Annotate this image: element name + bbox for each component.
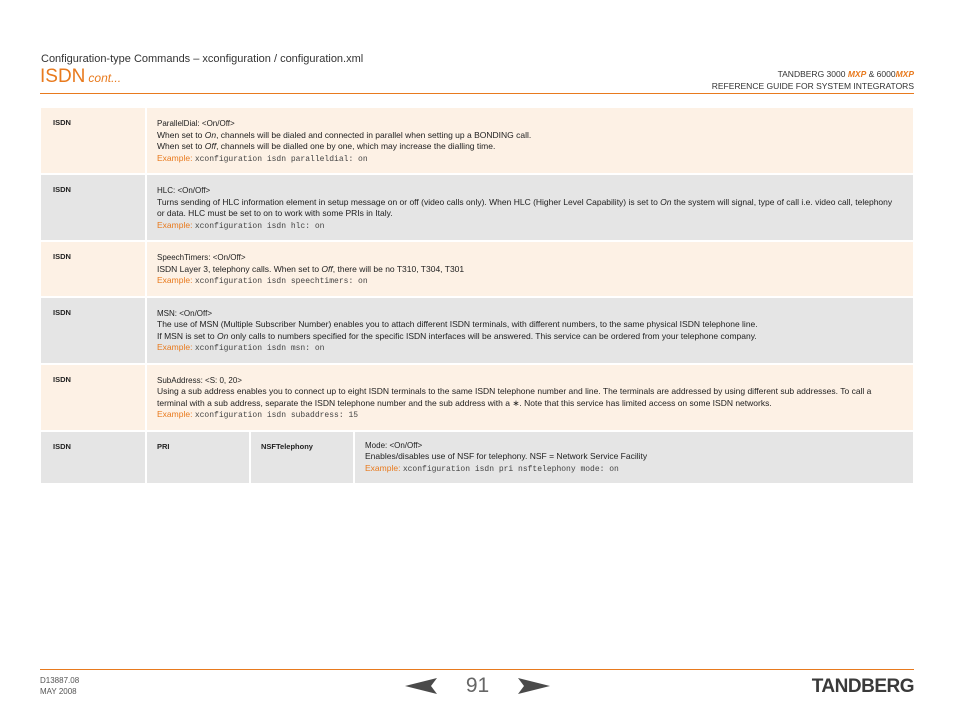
- example-line: Example: xconfiguration isdn subaddress: 15: [157, 409, 359, 420]
- description-cell: [145, 298, 913, 363]
- desc-line: Turns sending of HLC information element in setup message on or off (video calls only). When HLC (Higher Level Capability) is set to On the system will signal, type of call i.e. video call, telephony or data. HLC must be set to on to work with some PRIs in Italy.: [157, 196, 893, 218]
- table-row: [41, 365, 913, 432]
- desc-line: When set to Off, channels will be dialled one by one, which may increase the dialling time.: [157, 141, 496, 151]
- product-mxp-2: MXP: [895, 69, 914, 79]
- header-rule: [40, 93, 914, 94]
- section-heading: Configuration-type Commands – xconfiguration / configuration.xml: [41, 53, 364, 65]
- example-line: Example: xconfiguration isdn pri nsftelephony mode: on: [365, 462, 619, 474]
- command-syntax: MSN: <On/Off>: [157, 308, 212, 318]
- description-cell: [145, 175, 913, 240]
- sub-group-cell: NSFTelephony: [249, 432, 353, 484]
- page-navigation: [405, 674, 550, 700]
- product-name: [712, 68, 914, 80]
- page-title: [40, 66, 121, 88]
- command-syntax: ParallelDial: <On/Off>: [157, 119, 235, 128]
- page-title-text: ISDN: [40, 66, 86, 87]
- description-cell: [145, 365, 913, 430]
- product-mxp-1: MXP: [847, 69, 867, 79]
- table-row: [41, 242, 913, 298]
- description-cell: [145, 242, 913, 296]
- table-row: [41, 108, 913, 175]
- desc-line: The use of MSN (Multiple Subscriber Number) enables you to attach different ISDN terminals, with different numbers, to the same physical ISDN telephone line.: [157, 319, 758, 329]
- doc-id: D13887.08: [40, 676, 80, 685]
- group-cell: ISDN: [53, 374, 71, 384]
- table-row-pri: [41, 432, 913, 486]
- example-line: Example: xconfiguration isdn hlc: on: [157, 219, 325, 231]
- tandberg-logo: TANDBERG: [811, 676, 914, 697]
- sub-group-cell: PRI: [145, 432, 249, 484]
- desc-line: Enables/disables use of NSF for telephony. NSF = Network Service Facility: [365, 451, 648, 461]
- guide-name: REFERENCE GUIDE FOR SYSTEM INTEGRATORS: [711, 81, 914, 91]
- footer-rule: [40, 669, 914, 670]
- doc-date: MAY 2008: [40, 687, 77, 696]
- example-line: Example: xconfiguration isdn msn: on: [157, 342, 325, 353]
- desc-line: ISDN Layer 3, telephony calls. When set to Off, there will be no T310, T304, T301: [157, 263, 465, 274]
- page-number: 91: [465, 674, 490, 697]
- page-title-suffix: cont...: [88, 71, 122, 85]
- example-line: Example: xconfiguration isdn paralleldial: on: [157, 152, 368, 164]
- product-prefix: TANDBERG 3000: [777, 69, 846, 79]
- table-row: [41, 175, 913, 242]
- product-amp: & 6000: [868, 69, 896, 79]
- doc-info: [40, 675, 79, 697]
- command-syntax: SpeechTimers: <On/Off>: [157, 253, 246, 262]
- description-cell: [353, 432, 913, 484]
- desc-line: Using a sub address enables you to connect up to eight ISDN terminals to the same ISDN telephone number and line. The terminals are addressed by using different sub addresses. To call a terminal with a sub address, separate the ISDN telephone number and the sub address with a ∗. Note that this service has limited access on some ISDN networks.: [157, 386, 872, 408]
- config-table: [41, 108, 913, 485]
- product-header: [712, 68, 914, 92]
- example-line: Example: xconfiguration isdn speechtimers: on: [157, 275, 368, 286]
- group-cell: ISDN: [53, 118, 71, 127]
- next-page-icon[interactable]: [518, 678, 550, 694]
- command-syntax: SubAddress: <S: 0, 20>: [157, 375, 242, 385]
- group-cell: ISDN: [53, 441, 71, 451]
- desc-line: When set to On, channels will be dialed and connected in parallel when setting up a BONDING call.: [157, 129, 532, 140]
- group-cell: ISDN: [53, 252, 71, 261]
- command-syntax: Mode: <On/Off>: [365, 440, 423, 450]
- description-cell: [145, 108, 913, 173]
- group-cell: ISDN: [53, 307, 71, 317]
- command-syntax: HLC: <On/Off>: [157, 186, 211, 195]
- group-cell: ISDN: [53, 185, 71, 194]
- desc-line: If MSN is set to On only calls to numbers specified for the specific ISDN interfaces will be answered. This service can be ordered from your telephone company.: [157, 330, 757, 341]
- table-row: [41, 298, 913, 365]
